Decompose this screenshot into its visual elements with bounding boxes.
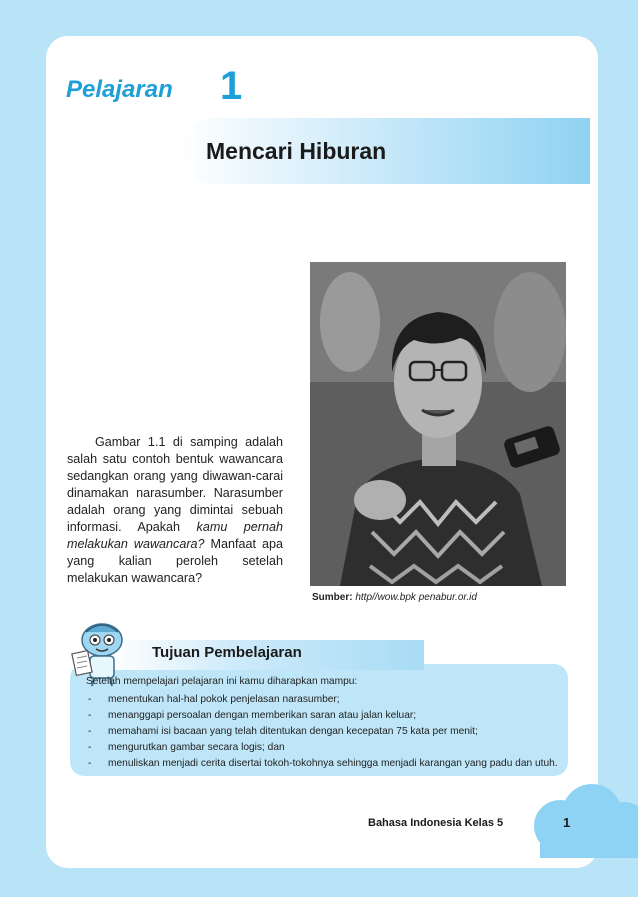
page-number: 1 (563, 815, 571, 830)
goal-item (86, 724, 558, 740)
bullet-dash: - (88, 726, 92, 737)
photo-source-caption (312, 592, 477, 603)
goal-text: menentukan hal-hal pokok penjelasan narasumber; (108, 694, 340, 705)
goal-item (86, 756, 558, 772)
bullet-dash: - (88, 742, 92, 753)
interview-photo (310, 262, 566, 586)
bullet-dash: - (88, 694, 92, 705)
portrait-photo-icon (310, 262, 566, 586)
intro-text-italic: kamu pernah melakukan wawancara? (67, 520, 283, 551)
goal-text: menuliskan menjadi cerita disertai tokoh-tokohnya sehingga menjadi karangan yang padu dan utuh. (108, 758, 558, 769)
goal-text: mengurutkan gambar secara logis; dan (108, 742, 285, 753)
bullet-dash: - (88, 710, 92, 721)
chapter-number: 1 (220, 64, 243, 108)
source-label: Sumber: (312, 592, 353, 603)
source-url: http//wow.bpk penabur.or.id (355, 592, 477, 603)
cloud-decoration-icon (520, 778, 638, 858)
goals-intro: Setelah mempelajari pelajaran ini kamu diharapkan mampu: (86, 676, 358, 687)
goals-list (86, 692, 558, 772)
goal-item (86, 740, 558, 756)
intro-text-part1: Gambar 1.1 di samping adalah salah satu contoh bentuk wawancara sedangkan orang yang diwawan-carai dinamakan narasumber. Narasumber adalah orang yang dimintai sebuah informasi. Apakah (67, 435, 283, 534)
intro-text-part3: Manfaat apa yang kalian peroleh setelah melakukan wawancara? (67, 537, 284, 585)
intro-paragraph (67, 434, 283, 587)
bullet-dash: - (88, 758, 92, 769)
goal-item (86, 692, 558, 708)
goal-text: memahami isi bacaan yang telah ditentukan dengan kecepatan 75 kata per menit; (108, 726, 478, 737)
goal-text: menanggapi persoalan dengan memberikan saran atau jalan keluar; (108, 710, 417, 721)
goal-item (86, 708, 558, 724)
footer-book-title: Bahasa Indonesia Kelas 5 (368, 817, 504, 829)
chapter-title: Mencari Hiburan (206, 138, 387, 164)
goals-heading: Tujuan Pembelajaran (152, 644, 302, 661)
chapter-label: Pelajaran (66, 76, 173, 103)
